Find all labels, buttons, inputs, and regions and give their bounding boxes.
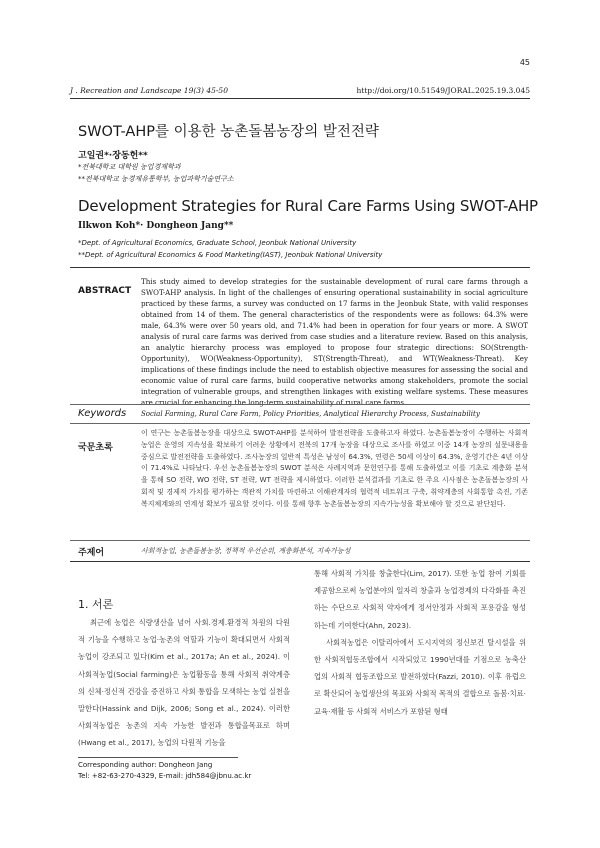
korean-keywords-label: 주제어 bbox=[78, 548, 105, 558]
abstract-label: ABSTRACT bbox=[78, 286, 132, 296]
keywords-bottom-rule bbox=[70, 423, 530, 424]
introduction-right-column bbox=[314, 565, 526, 720]
keywords-label: Keywords bbox=[78, 408, 127, 419]
journal-citation: J . Recreation and Landscape 19(3) 45-50 bbox=[70, 86, 228, 95]
keywords-text: Social Farming, Rural Care Farm, Policy Priorities, Analytical Hierarchy Process, Sustainability bbox=[141, 410, 480, 418]
introduction-paragraph-continued: 통해 사회적 가치를 창출한다(Lim, 2017). 또한 농업 참여 기회를 제공함으로써 농업분야의 일자리 창출과 농업경제의 다각화를 촉진하는 수단으로 사회적 약자에게 정서안정과 사회적 포용감을 형성하는데 기여한다(Ahn, 2023). bbox=[314, 569, 526, 630]
footnote-author: Corresponding author: Dongheon Jang bbox=[78, 761, 213, 769]
korean-affiliation-1: *전북대학교 대학원 농업경제학과 bbox=[78, 163, 181, 171]
running-header bbox=[70, 86, 530, 99]
korean-title: SWOT-AHP를 이용한 농촌돌봄농장의 발전전략 bbox=[78, 124, 379, 140]
english-affiliation-1: *Dept. of Agricultural Economics, Graduate School, Jeonbuk National University bbox=[78, 239, 357, 247]
footnote-rule bbox=[78, 757, 238, 758]
english-authors: Ilkwon Koh*· Dongheon Jang** bbox=[78, 221, 234, 231]
korean-abstract-text: 이 연구는 농촌돌봄농장을 대상으로 SWOT-AHP를 분석하여 발전전략을 도출하고자 하였다. 농촌돌봄농장이 수행하는 사회적농업은 운영의 지속성을 확보하기 어려운 상황에서 전북의 17개 농장을 대상으로 조사를 하였고 이중 14개 농장의 설문내용을 중심으로 발전전략을 도출하였다. 조사농장의 일반적 특성은 남성이 64.3%, 연령은 50세 이상이 64.3%, 운영기간은 4년 이상이 71.4%로 나타났다. 우선 농촌돌봄농장의 SWOT 분석은 사례지역과 문헌연구를 통해 도출하였고 이를 기초로 계층화 분석을 통해 SO 전략, WO 전략, ST 전략, WT 전략을 제시하였다. 이러한 분석결과를 기초로 한 주요 시사점은 농촌돌봄농장의 사회적 및 경제적 가치를 평가하는 객관적 가치를 마련하고 이해관계자의 협력적 네트워크 구축, 취약계층의 사회통합 촉진, 기존 복지체계와의 연계성 확보가 필요할 것이다. 이를 통해 향후 농촌돌봄농장의 지속가능성을 확보해야 할 것으로 판단된다. bbox=[141, 429, 528, 508]
korean-abstract-label: 국문초록 bbox=[78, 443, 113, 453]
introduction-paragraph-2: 사회적농업은 이탈리아에서 도시지역의 정신보건 탈시설을 위한 사회적협동조합에서 시작되었고 1990년대를 기점으로 농축산업의 사회적 협동조합으로 발전하였다(Fazzi, 2010). 이후 유럽으로 확산되어 농업생산의 목표와 사회적 목적의 결합으로 돌봄·치료·교육·재활 등 사회적 서비스가 포함된 형태 bbox=[314, 637, 526, 716]
korean-keywords-top-rule bbox=[70, 540, 530, 541]
korean-keywords-bottom-rule bbox=[70, 561, 530, 562]
english-affiliation-2: **Dept. of Agricultural Economics & Food Marketing(IAST), Jeonbuk National University bbox=[78, 251, 383, 259]
korean-keywords-text: 사회적농업, 농촌돌봄농장, 정책적 우선순위, 계층화분석, 지속가능성 bbox=[141, 547, 351, 555]
footnote-contact[interactable]: Tel: +82-63-270-4329, E-mail: jdh584@jbnu.ac.kr bbox=[78, 772, 252, 780]
korean-affiliation-2: **전북대학교 농경제유통학부, 농업과학기술연구소 bbox=[78, 175, 234, 183]
page-number: 45 bbox=[519, 58, 530, 67]
abstract-top-rule bbox=[70, 267, 530, 268]
section-heading-introduction: 1. 서론 bbox=[78, 598, 114, 611]
introduction-left-column: 최근에 농업은 식량생산을 넘어 사회.경제.환경적 차원의 다원적 기능을 수행하고 농업·농촌의 역할과 기능이 확대되면서 사회적농업이 강조되고 있다(Kim et al., 2017a; An et al., 2024). 이 사회적농업(Social farming)은 농업활동을 통해 사회적 취약계층의 신체·정신적 건강을 증진하고 사회 통합을 모색하는 농업 실천을 말한다(Hassink and Dijk, 2006; Song et al., 2024). 이러한 사회적농업은 농촌의 지속 가능한 발전과 통합을목표로 하며(Hwang et al., 2017), 농업의 다원적 기능을 bbox=[78, 618, 290, 748]
keywords-top-rule bbox=[70, 404, 530, 405]
english-title: Development Strategies for Rural Care Farms Using SWOT-AHP bbox=[78, 197, 538, 215]
doi-link[interactable]: http://doi.org/10.51549/JORAL.2025.19.3.045 bbox=[356, 86, 530, 95]
korean-authors: 고일권*·장동헌** bbox=[78, 151, 148, 161]
abstract-text: This study aimed to develop strategies for the sustainable development of rural care farms through a SWOT-AHP analysis. In light of the challenges of ensuring operational sustainability in social agriculture practiced by these farms, a survey was conducted on 17 farms in the Jeonbuk State, with valid responses obtained from 14 of them. The general characteristics of the respondents were as follows: 64.3% were male, 64.3% were over 50 years old, and 71.4% had been in operation for four years or more. A SWOT analysis of rural care farms was derived from case studies and a literature review. Based on this analysis, an analytic hierarchy process was employed to propose four strategic directions: SO(Strength-Opportunity), WO(Weakness-Opportunity), ST(Strength-Threat), and WT(Weakness-Threat). Key implications of these findings include the need to establish objective measures for assessing the social and economic value of rural care farms, build cooperative networks among stakeholders, promote the social integration of vulnerable groups, and strengthen linkages with existing welfare systems. These measures are crucial for enhancing the long-term sustainability of rural care farms. bbox=[141, 277, 528, 407]
